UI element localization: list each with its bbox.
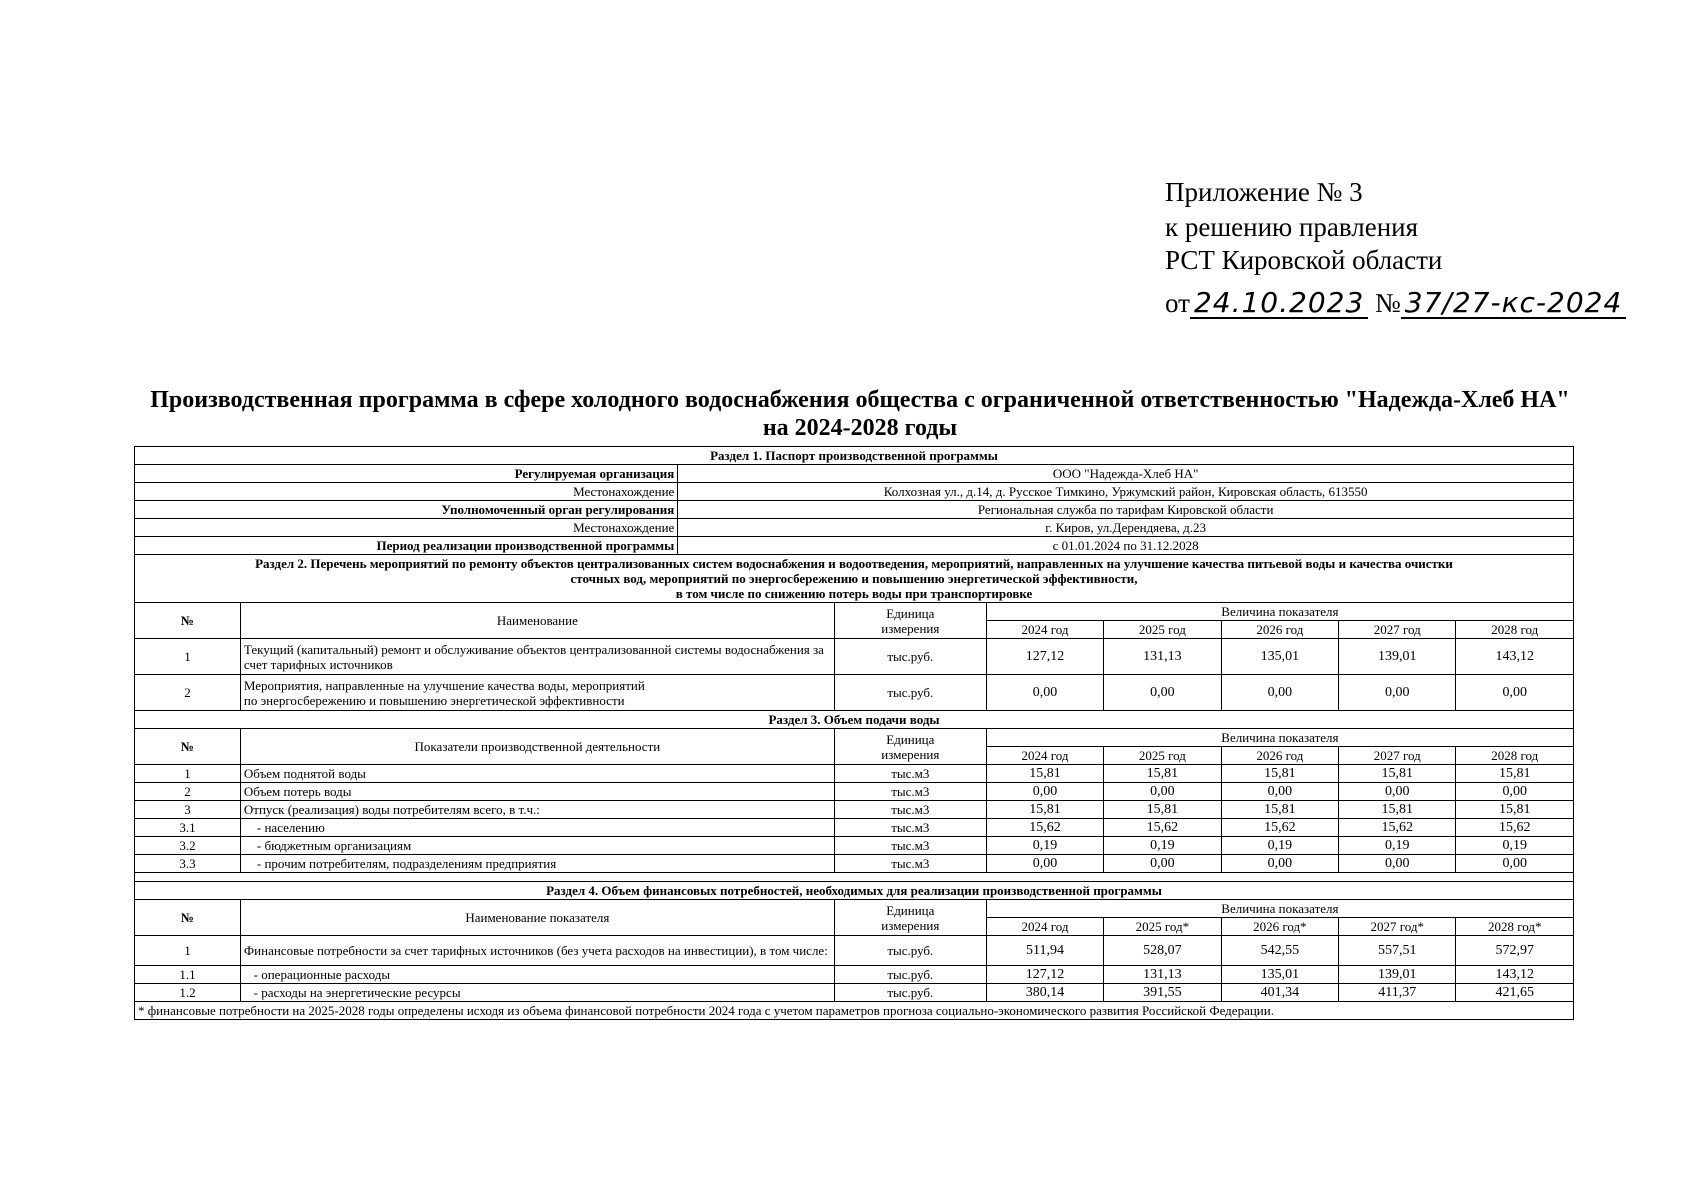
unit-header-line-1: Единица [886, 902, 935, 918]
section2-title-line-3: в том числе по снижению потерь воды при транспортировке [675, 586, 1033, 601]
row-unit: тыс.м3 [834, 801, 986, 819]
passport-value: Региональная служба по тарифам Кировской области [678, 501, 1574, 519]
section4-title-row [135, 882, 1574, 900]
year-header: 2028 год [1456, 747, 1574, 765]
row-value: 0,00 [1104, 783, 1221, 801]
year-header: 2025 год [1104, 621, 1221, 639]
table-row [135, 855, 1574, 873]
year-header: 2026 год [1221, 621, 1338, 639]
unit-header-line-2: измерения [881, 746, 940, 762]
passport-label: Местонахождение [135, 483, 678, 501]
section2-title-row [135, 555, 1574, 603]
row-unit: тыс.м3 [834, 855, 986, 873]
row-num: 1.1 [135, 966, 241, 984]
footnote-row [135, 1002, 1574, 1020]
row-value: 0,00 [986, 675, 1103, 711]
row-unit: тыс.руб. [834, 936, 986, 966]
row-value: 572,97 [1456, 936, 1574, 966]
col-value-header: Величина показателя [986, 729, 1573, 747]
row-value: 0,00 [1221, 783, 1338, 801]
row-name [240, 675, 834, 711]
table-row [135, 984, 1574, 1002]
table-row [135, 639, 1574, 675]
row-name: - операционные расходы [240, 966, 834, 984]
row-value: 143,12 [1456, 966, 1574, 984]
year-header: 2027 год* [1339, 918, 1456, 936]
col-unit-header [834, 603, 986, 639]
section2-title-line-2: сточных вод, мероприятий по энергосбережению и повышению энергетической эффективности, [570, 571, 1138, 586]
row-name-line-1: Текущий (капитальный) ремонт и обслуживание объектов централизованной системы водоснабжения за [243, 641, 824, 657]
annex-date-line [1165, 287, 1626, 320]
passport-row [135, 465, 1574, 483]
row-value: 127,12 [986, 639, 1103, 675]
row-name: Объем потерь воды [240, 783, 834, 801]
passport-value: ООО "Надежда-Хлеб НА" [678, 465, 1574, 483]
row-value: 0,19 [1221, 837, 1338, 855]
row-value: 131,13 [1104, 639, 1221, 675]
spacer-cell [135, 873, 1574, 882]
year-header: 2028 год* [1456, 918, 1574, 936]
row-value: 127,12 [986, 966, 1103, 984]
row-value: 0,19 [1456, 837, 1574, 855]
row-value: 15,81 [1104, 765, 1221, 783]
table-row [135, 783, 1574, 801]
row-name: Отпуск (реализация) воды потребителям всего, в т.ч.: [240, 801, 834, 819]
row-unit: тыс.м3 [834, 765, 986, 783]
row-unit: тыс.руб. [834, 639, 986, 675]
annex-authority-line: РСТ Кировской области [1165, 245, 1443, 275]
table-row [135, 765, 1574, 783]
section4-header-row [135, 900, 1574, 918]
row-value: 15,81 [1339, 801, 1456, 819]
row-value: 421,65 [1456, 984, 1574, 1002]
row-value: 511,94 [986, 936, 1103, 966]
row-num: 1 [135, 936, 241, 966]
row-name [240, 639, 834, 675]
row-value: 0,00 [1456, 675, 1574, 711]
row-value: 15,62 [1104, 819, 1221, 837]
row-value: 135,01 [1221, 966, 1338, 984]
unit-header-line-1: Единица [886, 731, 935, 747]
row-name: - расходы на энергетические ресурсы [240, 984, 834, 1002]
row-num: 3.3 [135, 855, 241, 873]
row-num: 1 [135, 639, 241, 675]
row-value: 15,81 [1221, 765, 1338, 783]
annex-header [1165, 176, 1626, 320]
row-value: 15,62 [1221, 819, 1338, 837]
spacer-row [135, 873, 1574, 882]
table-row [135, 936, 1574, 966]
section3-title-row [135, 711, 1574, 729]
col-unit-header [834, 729, 986, 765]
section1-title: Раздел 1. Паспорт производственной программы [135, 447, 1574, 465]
footnote: * финансовые потребности на 2025-2028 годы определены исходя из объема финансовой потребности 2024 года с учетом параметров прогноза социально-экономического развития Российской Федерации. [135, 1002, 1574, 1020]
row-value: 139,01 [1339, 639, 1456, 675]
row-value: 15,81 [1104, 801, 1221, 819]
row-unit: тыс.руб. [834, 675, 986, 711]
row-value: 0,00 [1221, 855, 1338, 873]
row-value: 15,62 [1456, 819, 1574, 837]
section3-header-row [135, 729, 1574, 747]
row-value: 0,00 [986, 855, 1103, 873]
row-unit: тыс.м3 [834, 819, 986, 837]
col-name-header: Наименование показателя [240, 900, 834, 936]
document-title [130, 386, 1590, 442]
row-unit: тыс.руб. [834, 984, 986, 1002]
table-row [135, 819, 1574, 837]
row-value: 391,55 [1104, 984, 1221, 1002]
row-value: 0,00 [1456, 783, 1574, 801]
handwritten-number: 37/27-кс-2024 [1401, 289, 1626, 319]
table-row [135, 675, 1574, 711]
col-num-header: № [135, 900, 241, 936]
passport-row [135, 483, 1574, 501]
row-value: 411,37 [1339, 984, 1456, 1002]
section1-title-row [135, 447, 1574, 465]
row-num: 3 [135, 801, 241, 819]
title-line-1: Производственная программа в сфере холодного водоснабжения общества с ограниченной ответственностью "Надежда-Хлеб НА" [150, 387, 1570, 413]
row-value: 557,51 [1339, 936, 1456, 966]
row-value: 542,55 [1221, 936, 1338, 966]
table-row [135, 801, 1574, 819]
row-value: 0,19 [1339, 837, 1456, 855]
unit-header-line-2: измерения [881, 620, 940, 636]
row-value: 0,00 [1104, 855, 1221, 873]
passport-label: Регулируемая организация [135, 465, 678, 483]
row-unit: тыс.м3 [834, 783, 986, 801]
row-name: Объем поднятой воды [240, 765, 834, 783]
row-value: 139,01 [1339, 966, 1456, 984]
table-row [135, 837, 1574, 855]
section2-title-line-1: Раздел 2. Перечень мероприятий по ремонту объектов централизованных систем водоснабжения и водоотведения, мероприятий, направленных на улучшение качества питьевой воды и качества очистки [255, 556, 1453, 571]
number-prefix: № [1375, 288, 1401, 318]
row-value: 15,81 [986, 801, 1103, 819]
year-header: 2025 год* [1104, 918, 1221, 936]
year-header: 2024 год [986, 918, 1103, 936]
year-header: 2024 год [986, 747, 1103, 765]
col-value-header: Величина показателя [986, 900, 1573, 918]
passport-label: Период реализации производственной программы [135, 537, 678, 555]
row-value: 401,34 [1221, 984, 1338, 1002]
annex-number: Приложение № 3 [1165, 177, 1363, 207]
row-value: 131,13 [1104, 966, 1221, 984]
col-num-header: № [135, 729, 241, 765]
passport-value: Колхозная ул., д.14, д. Русское Тимкино, Уржумский район, Кировская область, 613550 [678, 483, 1574, 501]
year-header: 2028 год [1456, 621, 1574, 639]
year-header: 2024 год [986, 621, 1103, 639]
col-unit-header [834, 900, 986, 936]
row-value: 15,62 [986, 819, 1103, 837]
row-value: 0,00 [1339, 783, 1456, 801]
row-name: - населению [240, 819, 834, 837]
section4-title: Раздел 4. Объем финансовых потребностей, необходимых для реализации производственной программы [135, 882, 1574, 900]
passport-row [135, 537, 1574, 555]
row-value: 0,00 [1339, 855, 1456, 873]
passport-value: с 01.01.2024 по 31.12.2028 [678, 537, 1574, 555]
section2-title [135, 555, 1574, 603]
year-header: 2027 год [1339, 747, 1456, 765]
row-value: 0,19 [1104, 837, 1221, 855]
row-value: 15,81 [986, 765, 1103, 783]
year-header: 2027 год [1339, 621, 1456, 639]
unit-header-line-1: Единица [886, 605, 935, 621]
passport-value: г. Киров, ул.Дерендяева, д.23 [678, 519, 1574, 537]
row-num: 2 [135, 783, 241, 801]
row-value: 15,81 [1456, 801, 1574, 819]
passport-label: Местонахождение [135, 519, 678, 537]
row-value: 0,00 [1339, 675, 1456, 711]
row-unit: тыс.м3 [834, 837, 986, 855]
row-num: 3.2 [135, 837, 241, 855]
unit-header-line-2: измерения [881, 917, 940, 933]
year-header: 2026 год* [1221, 918, 1338, 936]
section2-header-row [135, 603, 1574, 621]
annex-decision-line: к решению правления [1165, 212, 1419, 242]
col-value-header: Величина показателя [986, 603, 1573, 621]
handwritten-date: 24.10.2023 [1190, 289, 1368, 319]
row-name-line-1: Мероприятия, направленные на улучшение качества воды, мероприятий [243, 677, 645, 693]
row-unit: тыс.руб. [834, 966, 986, 984]
table-row [135, 966, 1574, 984]
passport-row [135, 519, 1574, 537]
section3-title: Раздел 3. Объем подачи воды [135, 711, 1574, 729]
date-prefix: от [1165, 288, 1190, 318]
row-value: 0,00 [1456, 855, 1574, 873]
row-name: Финансовые потребности за счет тарифных источников (без учета расходов на инвестиции), в том числе: [240, 936, 834, 966]
year-header: 2025 год [1104, 747, 1221, 765]
row-name-line-2: счет тарифных источников [243, 656, 393, 672]
row-value: 0,00 [1104, 675, 1221, 711]
passport-row [135, 501, 1574, 519]
row-value: 135,01 [1221, 639, 1338, 675]
program-table [134, 446, 1574, 1020]
col-num-header: № [135, 603, 241, 639]
row-value: 15,81 [1456, 765, 1574, 783]
row-value: 380,14 [986, 984, 1103, 1002]
row-value: 528,07 [1104, 936, 1221, 966]
row-value: 15,81 [1339, 765, 1456, 783]
row-value: 0,19 [986, 837, 1103, 855]
passport-label: Уполномоченный орган регулирования [135, 501, 678, 519]
row-num: 3.1 [135, 819, 241, 837]
row-name: - бюджетным организациям [240, 837, 834, 855]
row-value: 15,62 [1339, 819, 1456, 837]
title-line-2: на 2024-2028 годы [762, 415, 958, 441]
row-value: 15,81 [1221, 801, 1338, 819]
col-name-header: Наименование [240, 603, 834, 639]
row-value: 143,12 [1456, 639, 1574, 675]
row-num: 1.2 [135, 984, 241, 1002]
row-num: 1 [135, 765, 241, 783]
year-header: 2026 год [1221, 747, 1338, 765]
row-num: 2 [135, 675, 241, 711]
col-name-header: Показатели производственной деятельности [240, 729, 834, 765]
row-name-line-2: по энергосбережению и повышению энергетической эффективности [243, 692, 625, 708]
row-value: 0,00 [1221, 675, 1338, 711]
row-name: - прочим потребителям, подразделениям предприятия [240, 855, 834, 873]
row-value: 0,00 [986, 783, 1103, 801]
